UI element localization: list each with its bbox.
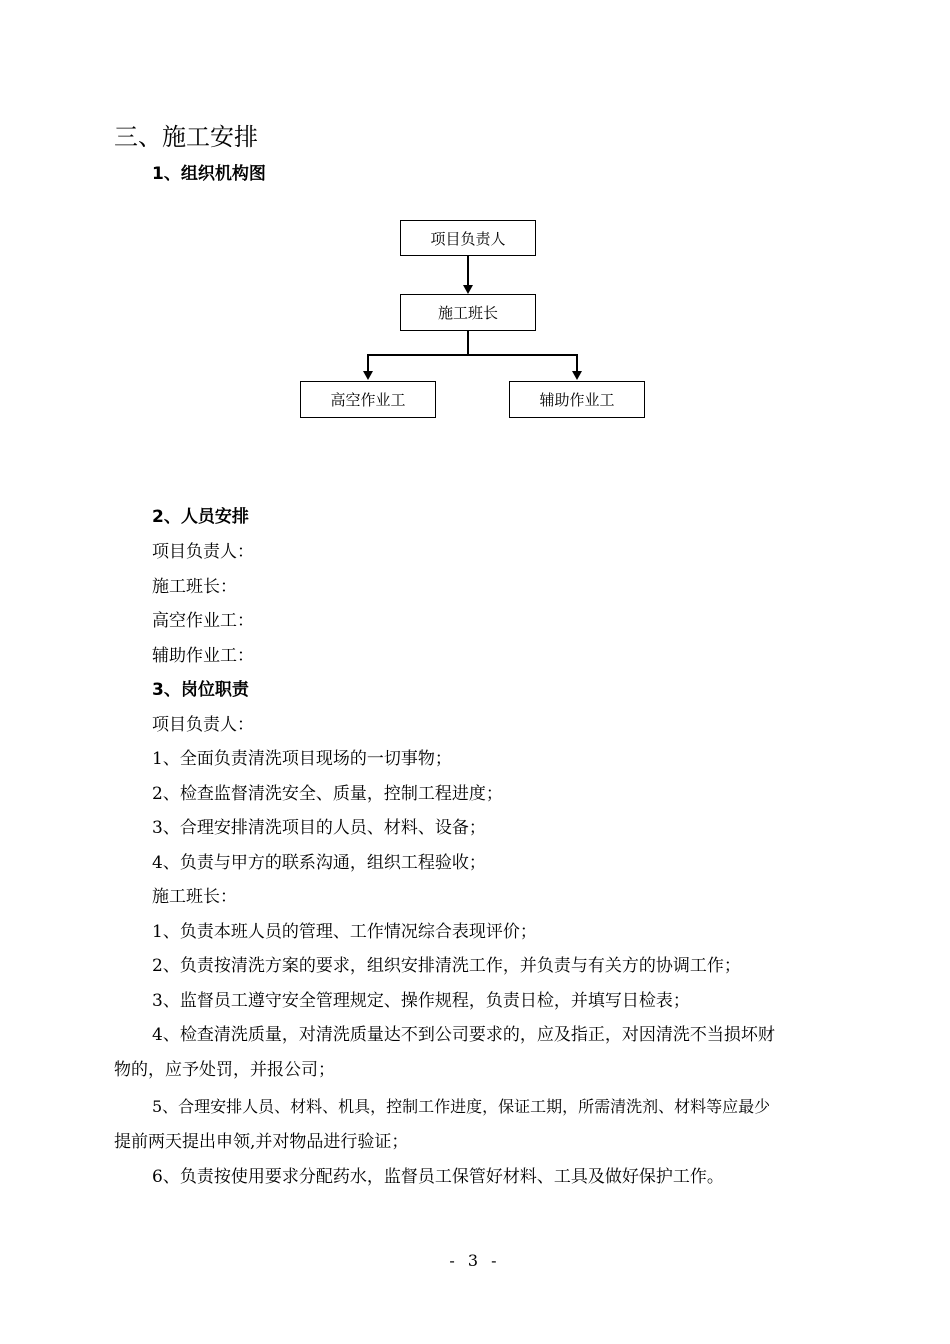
connector-line [576, 354, 578, 371]
duty-item: 4、检查清洗质量，对清洗质量达不到公司要求的，应及指正，对因清洗不当损坏财 [152, 1025, 775, 1045]
duty-item-continuation: 提前两天提出申领,并对物品进行验证； [114, 1132, 409, 1152]
arrow-down-icon [463, 285, 473, 294]
arrow-down-icon [572, 371, 582, 380]
org-node-project-manager: 项目负责人 [400, 220, 536, 256]
org-node-team-leader: 施工班长 [400, 294, 536, 331]
duty-item: 1、负责本班人员的管理、工作情况综合表现评价； [152, 922, 537, 942]
duty-item: 1、全面负责清洗项目现场的一切事物； [152, 749, 452, 769]
duty-item: 6、负责按使用要求分配药水，监督员工保管好材料、工具及做好保护工作。 [152, 1167, 724, 1187]
page-number: - 3 - [449, 1251, 501, 1270]
duty-item-continuation: 物的，应予处罚，并报公司； [114, 1060, 335, 1080]
org-node-auxiliary-worker: 辅助作业工 [509, 381, 645, 418]
duties-role-label: 项目负责人： [152, 715, 254, 735]
staffing-line: 高空作业工： [152, 611, 254, 631]
staffing-line: 辅助作业工： [152, 646, 254, 666]
staffing-line: 项目负责人： [152, 542, 254, 562]
duty-item: 5、合理安排人员、材料、机具，控制工作进度，保证工期，所需清洗剂、材料等应最少 [152, 1097, 771, 1116]
duties-role-label: 施工班长： [152, 887, 237, 907]
duty-item: 2、检查监督清洗安全、质量，控制工程进度； [152, 784, 503, 804]
duty-item: 4、负责与甲方的联系沟通，组织工程验收； [152, 853, 486, 873]
staffing-heading: 2、人员安排 [152, 507, 249, 527]
connector-line [467, 331, 469, 355]
org-chart-heading: 1、组织机构图 [152, 164, 266, 184]
staffing-line: 施工班长： [152, 577, 237, 597]
org-node-high-altitude-worker: 高空作业工 [300, 381, 436, 418]
duty-item: 3、监督员工遵守安全管理规定、操作规程，负责日检，并填写日检表； [152, 991, 690, 1011]
section-title: 三、施工安排 [114, 123, 258, 151]
duty-item: 2、负责按清洗方案的要求，组织安排清洗工作，并负责与有关方的协调工作； [152, 956, 741, 976]
duty-item: 3、合理安排清洗项目的人员、材料、设备； [152, 818, 486, 838]
connector-line [467, 256, 469, 286]
connector-line [367, 354, 369, 371]
connector-line [367, 354, 577, 356]
arrow-down-icon [363, 371, 373, 380]
duties-heading: 3、岗位职责 [152, 680, 249, 700]
